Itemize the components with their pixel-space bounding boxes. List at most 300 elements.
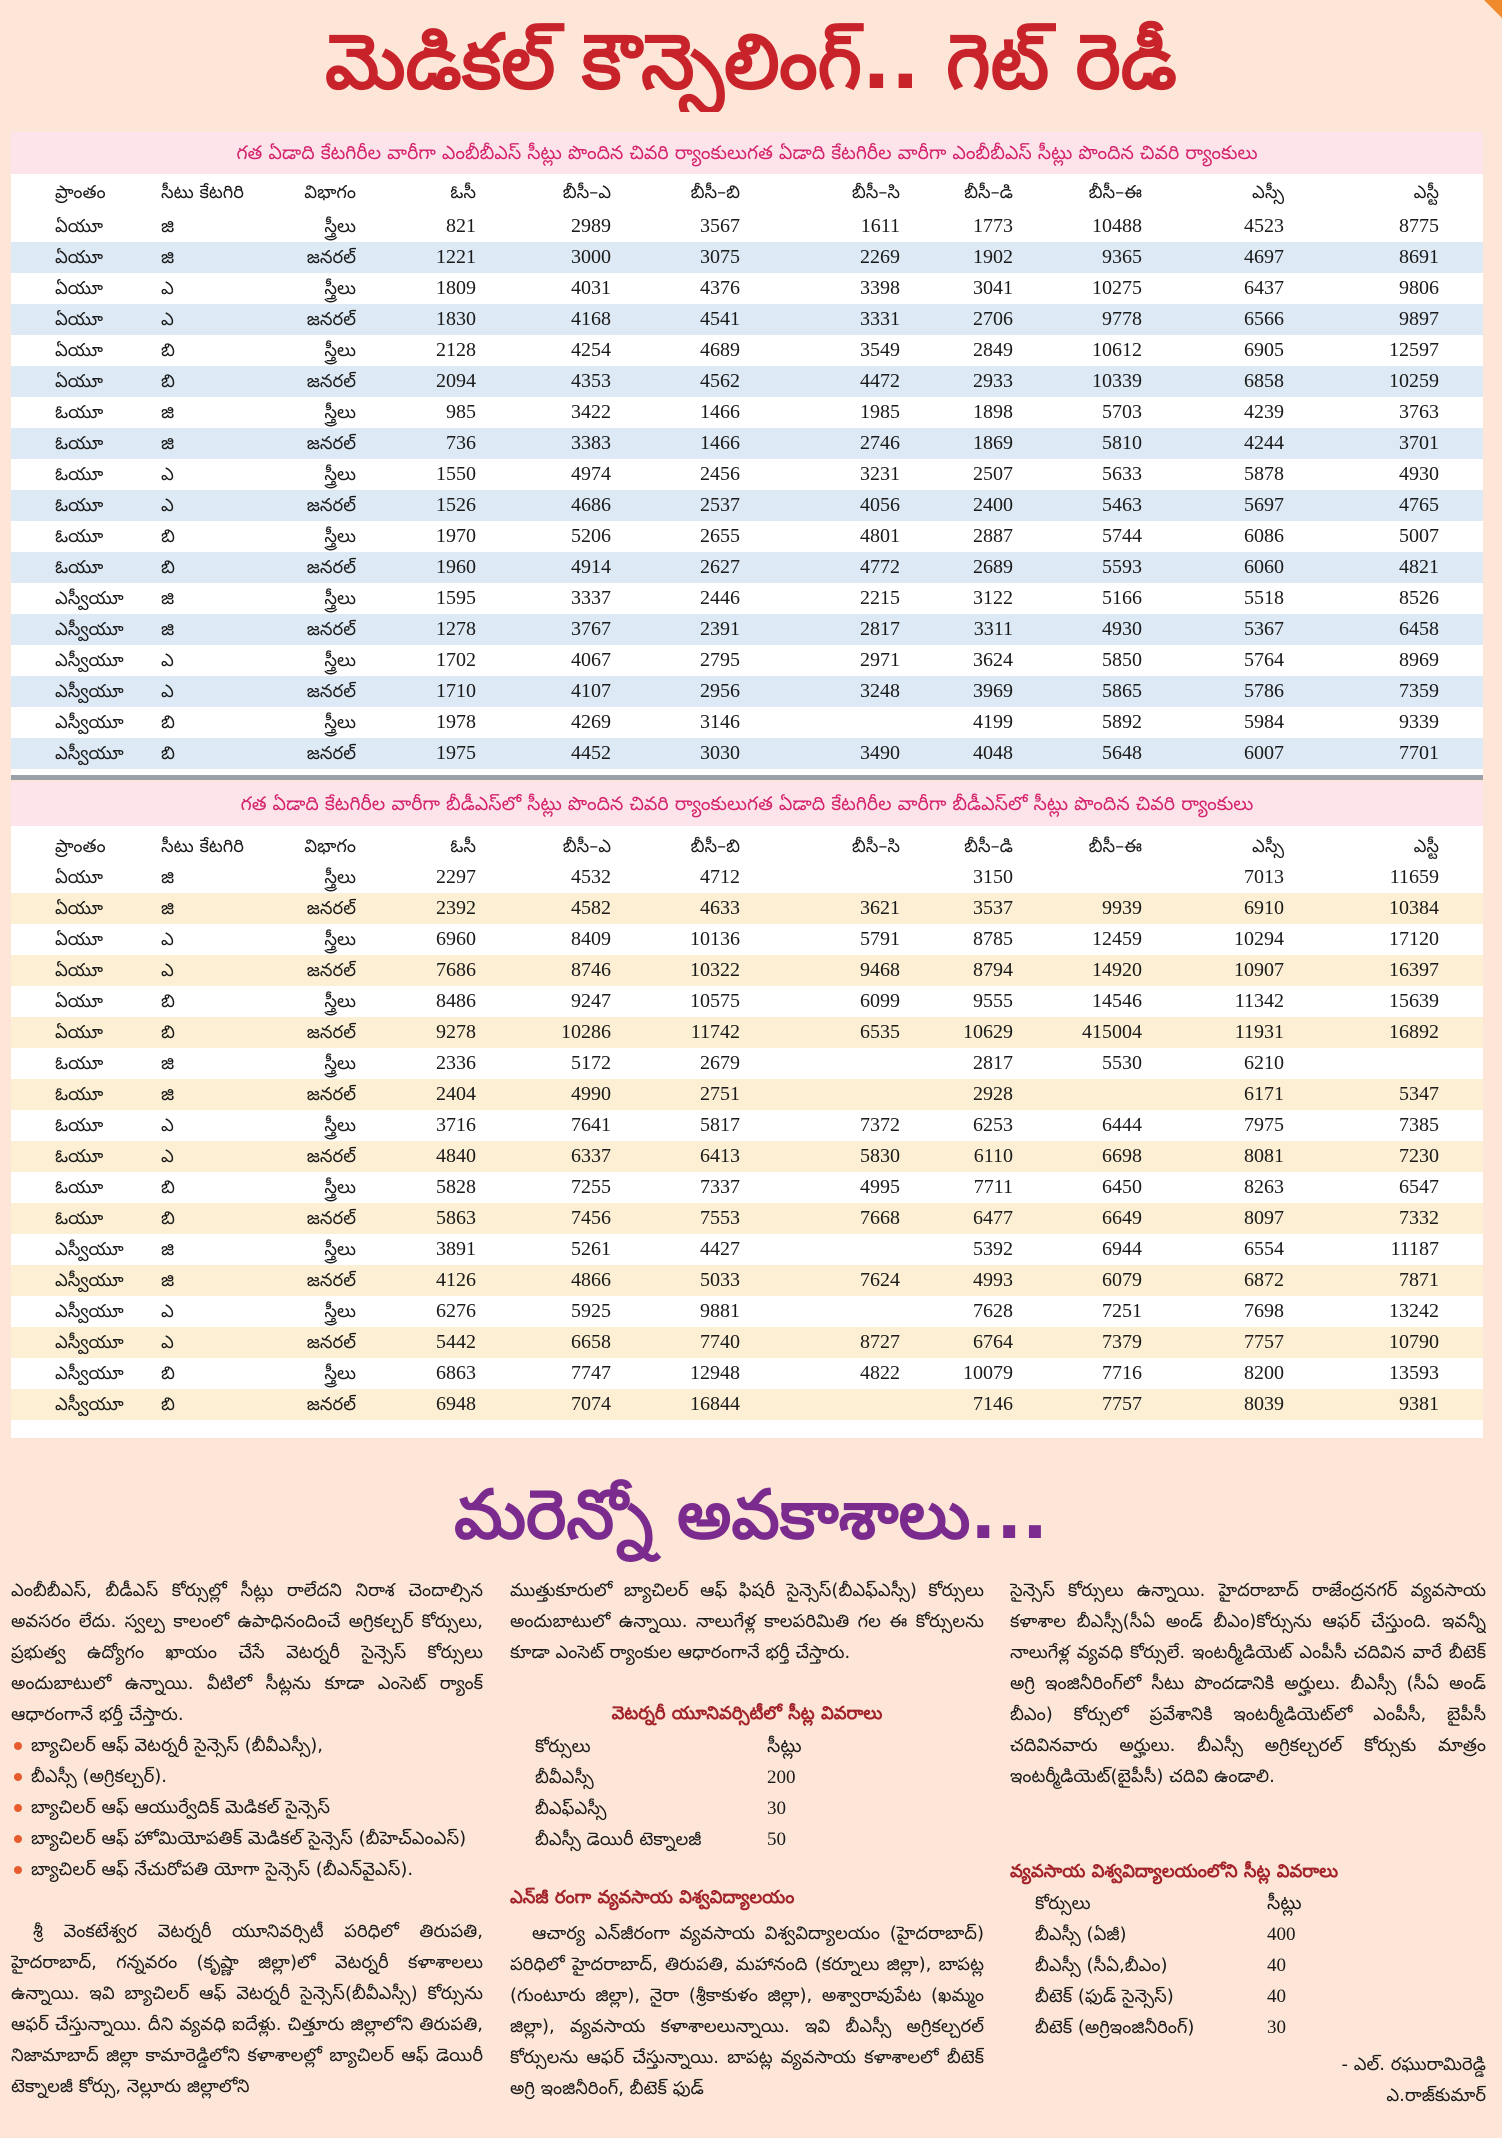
department-cell: జనరల్ <box>306 247 356 268</box>
course-bullet-list <box>11 1730 483 1916</box>
table-body <box>11 211 1483 769</box>
column-header: ఎస్సీ <box>1252 182 1284 203</box>
course-cell: బీఎఫ్ఎస్సీ <box>535 1798 607 1819</box>
sc-rank-cell: 5878 <box>1244 463 1284 485</box>
sc-rank-cell: 10294 <box>1234 928 1284 950</box>
region-cell: ఏయూ <box>55 1022 103 1043</box>
seat-category-cell: బి <box>161 743 175 764</box>
bullet-icon <box>14 1773 22 1781</box>
bc-e-rank-cell: 14546 <box>1092 990 1142 1012</box>
bc-d-rank-cell: 3537 <box>973 897 1013 919</box>
bc-d-rank-cell: 1869 <box>973 432 1013 454</box>
column-header: బీసీ–సి <box>851 836 900 857</box>
table-row <box>11 614 1483 645</box>
bc-a-rank-cell: 4866 <box>571 1269 611 1291</box>
region-cell: ఎస్వీయూ <box>55 1394 124 1415</box>
seat-category-cell: బి <box>161 1208 175 1229</box>
sc-rank-cell: 11931 <box>1234 1021 1284 1043</box>
bc-d-rank-cell: 2849 <box>973 339 1013 361</box>
column-header: బీసీ–బి <box>690 182 740 203</box>
bc-e-rank-cell: 14920 <box>1092 959 1142 981</box>
bc-d-rank-cell: 9555 <box>973 990 1013 1012</box>
bc-e-rank-cell: 10488 <box>1092 215 1142 237</box>
bc-d-rank-cell: 2928 <box>973 1083 1013 1105</box>
bc-d-rank-cell: 3122 <box>973 587 1013 609</box>
bc-d-rank-cell: 7146 <box>973 1393 1013 1415</box>
department-cell: స్త్రీలు <box>324 1115 356 1136</box>
oc-rank-cell: 2336 <box>436 1052 476 1074</box>
st-rank-cell: 15639 <box>1389 990 1439 1012</box>
bc-a-rank-cell: 3383 <box>571 432 611 454</box>
bc-c-rank-cell: 4801 <box>860 525 900 547</box>
column-header: ప్రాంతం <box>55 836 106 857</box>
sc-rank-cell: 6905 <box>1244 339 1284 361</box>
column-header: విభాగం <box>304 836 356 857</box>
bullet-icon <box>14 1866 22 1874</box>
st-rank-cell: 7230 <box>1399 1145 1439 1167</box>
region-cell: ఎస్వీయూ <box>55 712 124 733</box>
sc-rank-cell: 6086 <box>1244 525 1284 547</box>
region-cell: ఎస్వీయూ <box>55 619 124 640</box>
list-item <box>11 1854 483 1885</box>
region-cell: ఏయూ <box>55 371 103 392</box>
table-row <box>11 1296 1483 1327</box>
department-cell: స్త్రీలు <box>324 1239 356 1260</box>
bc-a-rank-cell: 3000 <box>571 246 611 268</box>
bc-b-rank-cell: 2956 <box>700 680 740 702</box>
bc-a-rank-cell: 7456 <box>571 1207 611 1229</box>
seat-category-cell: ఎ <box>161 1146 174 1167</box>
bc-d-rank-cell: 7711 <box>973 1176 1013 1198</box>
bc-a-rank-cell: 8409 <box>571 928 611 950</box>
st-rank-cell: 8969 <box>1399 649 1439 671</box>
bc-d-rank-cell: 2706 <box>973 308 1013 330</box>
seat-category-cell: బి <box>161 526 175 547</box>
bc-b-rank-cell: 16844 <box>690 1393 740 1415</box>
bc-e-rank-cell: 5530 <box>1102 1052 1142 1074</box>
table-row <box>11 1017 1483 1048</box>
table-row <box>11 304 1483 335</box>
bc-d-rank-cell: 2817 <box>973 1052 1013 1074</box>
column-header: బీసీ–ఈ <box>1088 836 1142 857</box>
bc-e-rank-cell: 7716 <box>1102 1362 1142 1384</box>
bc-d-rank-cell: 3969 <box>973 680 1013 702</box>
department-cell: స్త్రీలు <box>324 712 356 733</box>
bc-a-rank-cell: 4353 <box>571 370 611 392</box>
column-header: బీసీ–సి <box>851 182 900 203</box>
oc-rank-cell: 2128 <box>436 339 476 361</box>
bc-e-rank-cell: 5810 <box>1102 432 1142 454</box>
department-cell: స్త్రీలు <box>324 278 356 299</box>
article-column-1 <box>11 1575 483 2135</box>
bc-c-rank-cell <box>760 1296 900 1327</box>
bc-c-rank-cell: 5830 <box>860 1145 900 1167</box>
oc-rank-cell: 1809 <box>436 277 476 299</box>
st-rank-cell: 4821 <box>1399 556 1439 578</box>
department-cell: స్త్రీలు <box>324 1177 356 1198</box>
bc-b-rank-cell: 10322 <box>690 959 740 981</box>
st-rank-cell: 9339 <box>1399 711 1439 733</box>
agri-seats-table <box>1010 1888 1486 2043</box>
bc-d-rank-cell: 2933 <box>973 370 1013 392</box>
department-cell: జనరల్ <box>306 1208 356 1229</box>
list-item <box>11 1792 483 1823</box>
bc-d-rank-cell: 8794 <box>973 959 1013 981</box>
oc-rank-cell: 6948 <box>436 1393 476 1415</box>
sc-rank-cell: 6566 <box>1244 308 1284 330</box>
bc-b-rank-cell: 2391 <box>700 618 740 640</box>
bc-b-rank-cell: 2627 <box>700 556 740 578</box>
column-header: సీట్లు <box>767 1736 802 1757</box>
section-title: మరెన్నో అవకాశాలు... <box>454 1476 1048 1555</box>
sc-rank-cell: 8263 <box>1244 1176 1284 1198</box>
bc-d-rank-cell: 4199 <box>973 711 1013 733</box>
oc-rank-cell: 7686 <box>436 959 476 981</box>
seat-category-cell: బి <box>161 371 175 392</box>
region-cell: ఎస్వీయూ <box>55 1270 124 1291</box>
sc-rank-cell: 8039 <box>1244 1393 1284 1415</box>
table-row <box>11 335 1483 366</box>
bc-c-rank-cell: 3549 <box>860 339 900 361</box>
oc-rank-cell: 6960 <box>436 928 476 950</box>
seat-category-cell: ఎ <box>161 495 174 516</box>
bc-e-rank-cell: 10339 <box>1092 370 1142 392</box>
bc-e-rank-cell: 4930 <box>1102 618 1142 640</box>
bc-e-rank-cell: 9939 <box>1102 897 1142 919</box>
department-cell: స్త్రీలు <box>324 867 356 888</box>
st-rank-cell: 3701 <box>1399 432 1439 454</box>
st-rank-cell: 4765 <box>1399 494 1439 516</box>
table-row <box>11 1048 1483 1079</box>
bc-a-rank-cell: 8746 <box>571 959 611 981</box>
table-row <box>1010 1950 1486 1981</box>
course-cell: బీటెక్ (ఫుడ్ సైన్సెస్) <box>1035 1986 1174 2007</box>
bc-e-rank-cell: 7379 <box>1102 1331 1142 1353</box>
seat-category-cell: బి <box>161 1177 175 1198</box>
sc-rank-cell: 7013 <box>1244 866 1284 888</box>
seat-category-cell: ఎ <box>161 681 174 702</box>
sc-rank-cell: 4523 <box>1244 215 1284 237</box>
bc-b-rank-cell: 12948 <box>690 1362 740 1384</box>
st-rank-cell: 10790 <box>1389 1331 1439 1353</box>
region-cell: ఓయూ <box>55 1146 104 1167</box>
bc-e-rank-cell: 10275 <box>1092 277 1142 299</box>
bc-d-rank-cell: 1898 <box>973 401 1013 423</box>
sc-rank-cell: 7698 <box>1244 1300 1284 1322</box>
department-cell: జనరల్ <box>306 1394 356 1415</box>
table-row <box>11 1079 1483 1110</box>
bc-b-rank-cell: 4689 <box>700 339 740 361</box>
column-header: బీసీ–బి <box>690 836 740 857</box>
bc-a-rank-cell: 10286 <box>561 1021 611 1043</box>
oc-rank-cell: 821 <box>446 215 476 237</box>
bc-c-rank-cell: 2269 <box>860 246 900 268</box>
seat-category-cell: జి <box>161 402 175 423</box>
seat-category-cell: జి <box>161 1084 175 1105</box>
department-cell: జనరల్ <box>306 1146 356 1167</box>
bc-c-rank-cell <box>760 1079 900 1110</box>
region-cell: ఓయూ <box>55 1053 104 1074</box>
table-row <box>11 862 1483 893</box>
oc-rank-cell: 1221 <box>436 246 476 268</box>
oc-rank-cell: 1550 <box>436 463 476 485</box>
seat-category-cell: బి <box>161 340 175 361</box>
seat-category-cell: ఎ <box>161 1332 174 1353</box>
bc-b-rank-cell: 4541 <box>700 308 740 330</box>
oc-rank-cell: 1702 <box>436 649 476 671</box>
paragraph: ముత్తుకూరులో బ్యాచిలర్ ఆఫ్ ఫిషరీ సైన్సెస్(బీఎఫ్ఎస్సీ) కోర్సులు అందుబాటులో ఉన్నాయి. నాలుగేళ్ల కాలపరిమితి గల ఈ కోర్సులను కూడా ఎంసెట్ ర్యాంకుల ఆధారంగానే భర్తీ చేస్తారు. <box>510 1580 984 1663</box>
seat-category-cell: ఎ <box>161 309 174 330</box>
bc-c-rank-cell: 9468 <box>860 959 900 981</box>
subheading: వెటర్నరీ యూనివర్సిటీలో సీట్ల వివరాలు <box>611 1703 883 1724</box>
bc-a-rank-cell: 3337 <box>571 587 611 609</box>
table-row <box>1010 1919 1486 1950</box>
sc-rank-cell: 6910 <box>1244 897 1284 919</box>
region-cell: ఓయూ <box>55 495 104 516</box>
bc-a-rank-cell: 4254 <box>571 339 611 361</box>
sc-rank-cell: 11342 <box>1234 990 1284 1012</box>
sc-rank-cell: 5697 <box>1244 494 1284 516</box>
table-row <box>11 955 1483 986</box>
table-row <box>11 490 1483 521</box>
table-row <box>11 211 1483 242</box>
table-header-row <box>11 177 1483 208</box>
region-cell: ఏయూ <box>55 309 103 330</box>
seat-category-cell: బి <box>161 712 175 733</box>
oc-rank-cell: 1975 <box>436 742 476 764</box>
sc-rank-cell: 6060 <box>1244 556 1284 578</box>
bullet-icon <box>14 1804 22 1812</box>
bc-b-rank-cell: 2446 <box>700 587 740 609</box>
table-row <box>11 1141 1483 1172</box>
bc-b-rank-cell: 7740 <box>700 1331 740 1353</box>
seat-category-cell: ఎ <box>161 650 174 671</box>
bc-e-rank-cell: 6079 <box>1102 1269 1142 1291</box>
seats-cell: 200 <box>767 1767 796 1788</box>
table-row <box>11 552 1483 583</box>
department-cell: జనరల్ <box>306 743 356 764</box>
bc-b-rank-cell: 4562 <box>700 370 740 392</box>
department-cell: స్త్రీలు <box>324 588 356 609</box>
oc-rank-cell: 2404 <box>436 1083 476 1105</box>
region-cell: ఓయూ <box>55 557 104 578</box>
bc-b-rank-cell: 4376 <box>700 277 740 299</box>
st-rank-cell: 9381 <box>1399 1393 1439 1415</box>
seat-category-cell: ఎ <box>161 929 174 950</box>
table-row <box>11 583 1483 614</box>
sc-rank-cell: 6554 <box>1244 1238 1284 1260</box>
department-cell: స్త్రీలు <box>324 650 356 671</box>
st-rank-cell: 9806 <box>1399 277 1439 299</box>
sc-rank-cell: 10907 <box>1234 959 1284 981</box>
column-header: ఓసీ <box>450 182 476 203</box>
list-item-text: బ్యాచిలర్ ఆఫ్ ఆయుర్వేదిక్ మెడికల్ సైన్సెస్ <box>31 1797 330 1818</box>
column-header: ఎస్టీ <box>1413 836 1439 857</box>
bc-e-rank-cell <box>1022 1079 1142 1110</box>
st-rank-cell: 6547 <box>1399 1176 1439 1198</box>
sc-rank-cell: 5764 <box>1244 649 1284 671</box>
oc-rank-cell: 4126 <box>436 1269 476 1291</box>
department-cell: జనరల్ <box>306 681 356 702</box>
bc-e-rank-cell: 5633 <box>1102 463 1142 485</box>
bc-a-rank-cell: 5172 <box>571 1052 611 1074</box>
seat-category-cell: ఎ <box>161 1301 174 1322</box>
bc-e-rank-cell: 5463 <box>1102 494 1142 516</box>
department-cell: స్త్రీలు <box>324 402 356 423</box>
bc-a-rank-cell: 7074 <box>571 1393 611 1415</box>
bc-a-rank-cell: 3767 <box>571 618 611 640</box>
bc-e-rank-cell: 6444 <box>1102 1114 1142 1136</box>
bc-a-rank-cell: 4107 <box>571 680 611 702</box>
department-cell: జనరల్ <box>306 371 356 392</box>
region-cell: ఏయూ <box>55 991 103 1012</box>
column-header: ప్రాంతం <box>55 182 106 203</box>
table-header-row <box>11 831 1483 862</box>
bc-c-rank-cell <box>760 1234 900 1265</box>
bc-a-rank-cell: 4532 <box>571 866 611 888</box>
table-row <box>1010 2012 1486 2043</box>
department-cell: జనరల్ <box>306 1084 356 1105</box>
st-rank-cell: 11659 <box>1389 866 1439 888</box>
subheading: వ్యవసాయ విశ్వవిద్యాలయంలోని సీట్ల వివరాలు <box>1010 1861 1339 1882</box>
st-rank-cell: 13593 <box>1389 1362 1439 1384</box>
bc-b-rank-cell: 7553 <box>700 1207 740 1229</box>
department-cell: స్త్రీలు <box>324 1363 356 1384</box>
bc-a-rank-cell: 5925 <box>571 1300 611 1322</box>
bc-d-rank-cell: 2887 <box>973 525 1013 547</box>
table-row <box>11 1358 1483 1389</box>
bc-c-rank-cell: 2746 <box>860 432 900 454</box>
table-row <box>510 1793 984 1824</box>
bc-a-rank-cell: 5206 <box>571 525 611 547</box>
seat-category-cell: జి <box>161 247 175 268</box>
department-cell: స్త్రీలు <box>324 929 356 950</box>
bc-c-rank-cell <box>760 1048 900 1079</box>
region-cell: ఎస్వీయూ <box>55 1363 124 1384</box>
bc-c-rank-cell: 7668 <box>860 1207 900 1229</box>
seat-category-cell: జి <box>161 216 175 237</box>
seats-cell: 40 <box>1267 1955 1286 1976</box>
table-header-row <box>510 1731 984 1762</box>
sc-rank-cell: 5786 <box>1244 680 1284 702</box>
st-rank-cell: 5347 <box>1399 1083 1439 1105</box>
bc-e-rank-cell: 6649 <box>1102 1207 1142 1229</box>
bc-b-rank-cell: 2655 <box>700 525 740 547</box>
bc-a-rank-cell: 4974 <box>571 463 611 485</box>
bc-d-rank-cell: 2400 <box>973 494 1013 516</box>
seats-cell: 400 <box>1267 1924 1296 1945</box>
bc-e-rank-cell: 6944 <box>1102 1238 1142 1260</box>
st-rank-cell: 11187 <box>1390 1238 1439 1260</box>
bc-c-rank-cell: 3398 <box>860 277 900 299</box>
bc-c-rank-cell: 8727 <box>860 1331 900 1353</box>
st-rank-cell: 7359 <box>1399 680 1439 702</box>
bc-e-rank-cell: 5850 <box>1102 649 1142 671</box>
region-cell: ఏయూ <box>55 216 103 237</box>
column-header: ఎస్టీ <box>1413 182 1439 203</box>
sc-rank-cell: 6858 <box>1244 370 1284 392</box>
bc-b-rank-cell: 3146 <box>700 711 740 733</box>
seat-category-cell: జి <box>161 898 175 919</box>
bc-e-rank-cell: 5648 <box>1102 742 1142 764</box>
list-item <box>11 1761 483 1792</box>
sc-rank-cell: 6872 <box>1244 1269 1284 1291</box>
bc-e-rank-cell: 5892 <box>1102 711 1142 733</box>
bc-e-rank-cell: 5166 <box>1102 587 1142 609</box>
oc-rank-cell: 1830 <box>436 308 476 330</box>
list-item-text: బీఎస్సీ (అగ్రికల్చర్). <box>31 1766 167 1787</box>
bc-d-rank-cell: 3311 <box>973 618 1013 640</box>
vet-seats-table <box>510 1731 984 1855</box>
bc-b-rank-cell: 7337 <box>700 1176 740 1198</box>
list-item-text: బ్యాచిలర్ ఆఫ్ వెటర్నరీ సైన్సెస్ (బీవీఎస్సీ), <box>31 1735 324 1756</box>
st-rank-cell: 9897 <box>1399 308 1439 330</box>
byline-author-1: - ఎల్. రఘురామిరెడ్డి <box>1341 2054 1486 2075</box>
paragraph: సైన్సెస్ కోర్సులు ఉన్నాయి. హైదరాబాద్ రాజేంద్రనగర్ వ్యవసాయ కళాశాల బీఎస్సీ(సీఏ అండ్ బీఎం)కోర్సును ఆఫర్ చేస్తుంది. ఇవన్నీ నాలుగేళ్ల వ్యవధి కోర్సులే. ఇంటర్మీడియెట్ ఎంపీసీ చదివిన వారే బీటెక్ అగ్రి ఇంజినీరింగ్‌లో సీటు పొందడానికి అర్హులు. బీఎస్సీ (సీఏ అండ్ బీఎం) కోర్సులో ప్రవేశానికి ఇంటర్మీడియెట్‌లో ఎంపీసీ, బైపీసీ చదివినవారు అర్హులు. బీఎస్సీ అగ్రికల్చరల్ కోర్సుకు మాత్రం ఇంటర్మీడియెట్(బైపీసీ) చదివి ఉండాలి. <box>1010 1580 1486 1787</box>
bc-c-rank-cell: 2817 <box>860 618 900 640</box>
bc-e-rank-cell: 5593 <box>1102 556 1142 578</box>
bc-b-rank-cell: 2456 <box>700 463 740 485</box>
sc-rank-cell: 6437 <box>1244 277 1284 299</box>
bc-c-rank-cell: 4995 <box>860 1176 900 1198</box>
bc-c-rank-cell: 2971 <box>860 649 900 671</box>
seat-category-cell: జి <box>161 1270 175 1291</box>
st-rank-cell: 8526 <box>1399 587 1439 609</box>
bc-c-rank-cell <box>760 1389 900 1420</box>
bc-e-rank-cell: 12459 <box>1092 928 1142 950</box>
st-rank-cell: 8775 <box>1399 215 1439 237</box>
list-item <box>11 1730 483 1761</box>
bc-c-rank-cell: 3490 <box>860 742 900 764</box>
seat-category-cell: బి <box>161 1394 175 1415</box>
bc-b-rank-cell: 4427 <box>700 1238 740 1260</box>
seat-category-cell: బి <box>161 1022 175 1043</box>
bc-e-rank-cell: 6450 <box>1102 1176 1142 1198</box>
department-cell: జనరల్ <box>306 433 356 454</box>
bc-a-rank-cell: 5261 <box>571 1238 611 1260</box>
department-cell: స్త్రీలు <box>324 1053 356 1074</box>
bc-d-rank-cell: 3624 <box>973 649 1013 671</box>
department-cell: స్త్రీలు <box>324 464 356 485</box>
seat-category-cell: జి <box>161 1053 175 1074</box>
table-row <box>11 1203 1483 1234</box>
region-cell: ఏయూ <box>55 929 103 950</box>
list-item <box>11 1823 483 1854</box>
oc-rank-cell: 2297 <box>436 866 476 888</box>
table-row <box>11 1389 1483 1420</box>
column-header: బీసీ–ఈ <box>1088 182 1142 203</box>
sc-rank-cell: 5367 <box>1244 618 1284 640</box>
bc-a-rank-cell: 4168 <box>571 308 611 330</box>
bc-b-rank-cell: 3030 <box>700 742 740 764</box>
region-cell: ఏయూ <box>55 278 103 299</box>
st-rank-cell: 4930 <box>1399 463 1439 485</box>
st-rank-cell: 3763 <box>1399 401 1439 423</box>
sc-rank-cell: 6171 <box>1244 1083 1284 1105</box>
course-cell: బీఎస్సీ (ఏజీ) <box>1035 1924 1127 1945</box>
st-rank-cell: 12597 <box>1389 339 1439 361</box>
sc-rank-cell: 4697 <box>1244 246 1284 268</box>
bc-a-rank-cell: 7747 <box>571 1362 611 1384</box>
bc-e-rank-cell: 5865 <box>1102 680 1142 702</box>
bc-d-rank-cell: 6253 <box>973 1114 1013 1136</box>
bc-d-rank-cell: 4048 <box>973 742 1013 764</box>
paragraph: ఆచార్య ఎన్‌జీరంగా వ్యవసాయ విశ్వవిద్యాలయం (హైదరాబాద్) పరిధిలో హైదరాబాద్, తిరుపతి, మహానంది (కర్నూలు జిల్లా), బాపట్ల (గుంటూరు జిల్లా), నైరా (శ్రీకాకుళం జిల్లా), అశ్వారావుపేట (ఖమ్మం జిల్లా), వ్యవసాయ కళాశాలలున్నాయి. ఇవి బీఎస్సీ అగ్రికల్చరల్ కోర్సులను ఆఫర్ చేస్తున్నాయి. బాపట్ల వ్యవసాయ కళాశాలలో బీటెక్ అగ్రి ఇంజినీరింగ్, బీటెక్ ఫుడ్ <box>510 1923 984 2099</box>
department-cell: జనరల్ <box>306 898 356 919</box>
st-rank-cell: 13242 <box>1389 1300 1439 1322</box>
article-column-2 <box>510 1575 984 2135</box>
byline-author-2: ఎ.రాజ్‌కుమార్ <box>1386 2085 1486 2106</box>
